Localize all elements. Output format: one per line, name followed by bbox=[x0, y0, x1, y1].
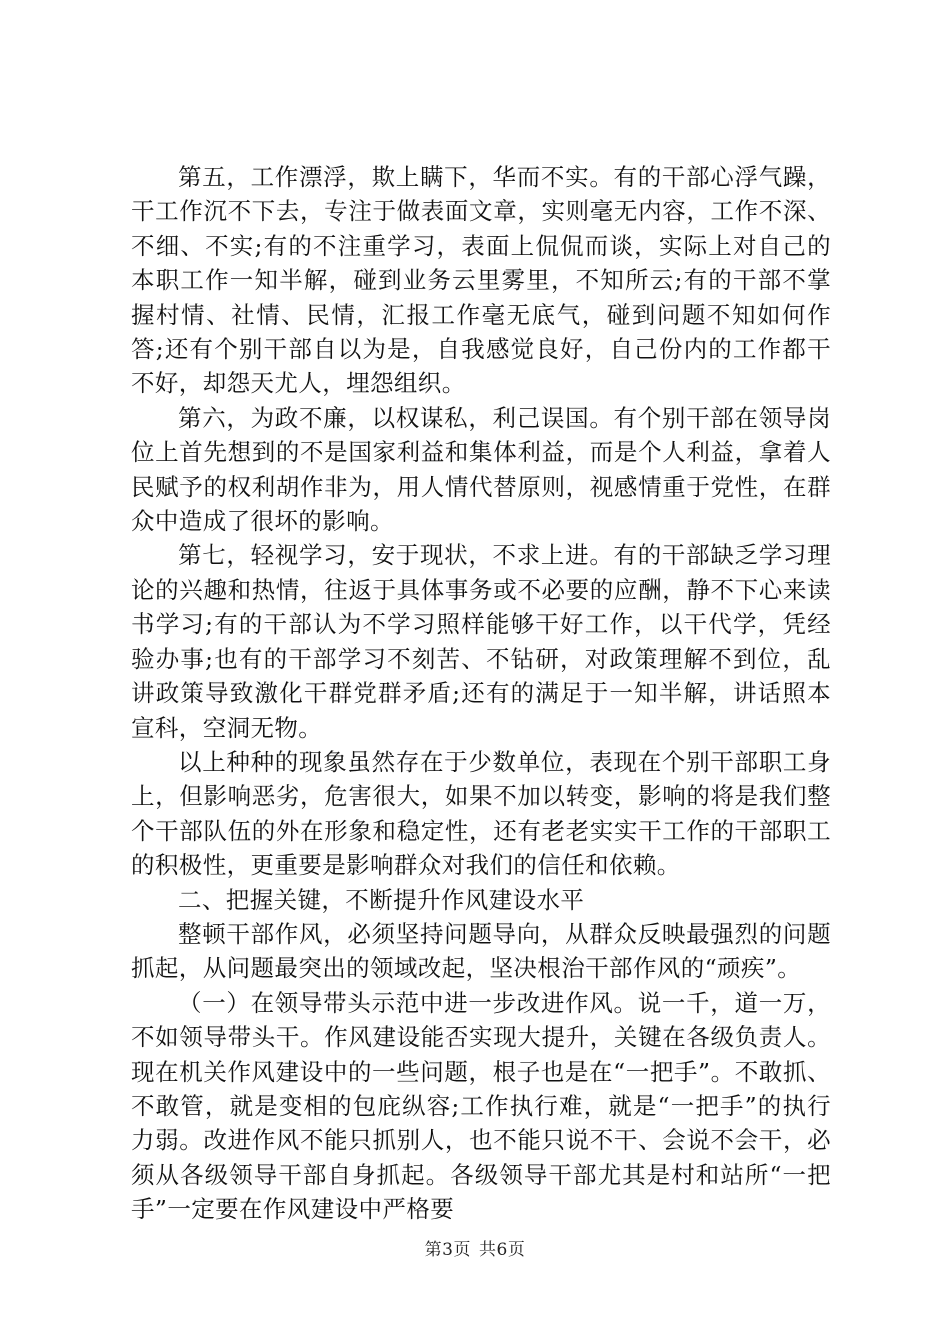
page-total: 共6页 bbox=[479, 1240, 526, 1260]
section-heading: 二、把握关键，不断提升作风建设水平 bbox=[178, 885, 585, 914]
paragraph-summary: 以上种种的现象虽然存在于少数单位，表现在个别干部职工身上，但影响恶劣，危害很大，如果不加以转变，影响的将是我们整个干部队伍的外在形象和稳定性，还有老老实实干工作的干部职工的积极性，更重要是影响群众对我们的信任和依赖。 bbox=[131, 747, 831, 880]
document-body bbox=[131, 160, 831, 1227]
paragraph-fifth-point: 第五，工作漂浮，欺上瞒下，华而不实。有的干部心浮气躁，干工作沉不下去，专注于做表面文章，实则毫无内容，工作不深、不细、不实;有的不注重学习，表面上侃侃而谈，实际上对自己的本职工作一知半解，碰到业务云里雾里，不知所云;有的干部不掌握村情、社情、民情，汇报工作毫无底气，碰到问题不知如何作答;还有个别干部自以为是，自我感觉良好，自己份内的工作都干不好，却怨天尤人，埋怨组织。 bbox=[131, 163, 831, 398]
paragraph-sixth-point: 第六，为政不廉，以权谋私，利己误国。有个别干部在领导岗位上首先想到的不是国家利益和集体利益，而是个人利益，拿着人民赋予的权利胡作非为，用人情代替原则，视感情重于党性，在群众中造成了很坏的影响。 bbox=[131, 403, 831, 536]
paragraph-seventh-point: 第七，轻视学习，安于现状，不求上进。有的干部缺乏学习理论的兴趣和热情，往返于具体事务或不必要的应酬，静不下心来读书学习;有的干部认为不学习照样能够干好工作，以干代学，凭经验办事;也有的干部学习不刻苦、不钻研，对政策理解不到位，乱讲政策导致激化干群党群矛盾;还有的满足于一知半解，讲话照本宣科，空洞无物。 bbox=[131, 541, 831, 742]
page-footer bbox=[0, 1235, 950, 1260]
page-number: 第3页 bbox=[424, 1240, 471, 1260]
paragraph-leadership: （一）在领导带头示范中进一步改进作风。说一千，道一万，不如领导带头干。作风建设能否实现大提升，关键在各级负责人。现在机关作风建设中的一些问题，根子也是在“一把手”。不敢抓、不敢管，就是变相的包庇纵容;工作执行难，就是“一把手”的执行力弱。改进作风不能只抓别人，也不能只说不干、会说不会干，必须从各级领导干部自身抓起。各级领导干部尤其是村和站所“一把手”一定要在作风建设中严格要 bbox=[131, 988, 831, 1224]
paragraph-rectification: 整顿干部作风，必须坚持问题导向，从群众反映最强烈的问题抓起，从问题最突出的领域改起，坚决根治干部作风的“顽疾”。 bbox=[131, 919, 831, 983]
